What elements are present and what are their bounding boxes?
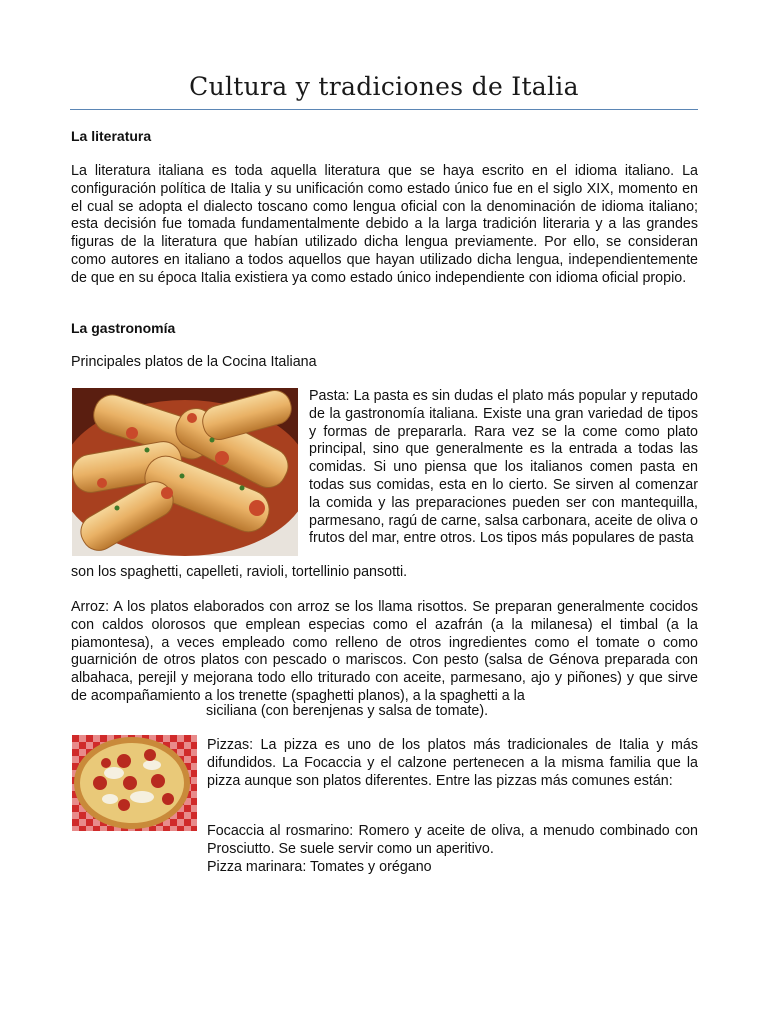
pasta-continuation: son los spaghetti, capelleti, ravioli, tortellinio pansotti. — [71, 564, 408, 580]
pasta-photo — [72, 388, 298, 556]
pizza-photo — [72, 735, 197, 831]
title-underline — [70, 109, 698, 110]
heading-literatura: La literatura — [71, 128, 152, 144]
focaccia-item: Focaccia al rosmarino: Romero y aceite de oliva, a menudo combinado con Prosciutto. Se suele servir como un aperitivo. — [207, 823, 698, 857]
pasta-paragraph: Pasta: La pasta es sin dudas el plato más popular y reputado de la gastronomía italiana. Existe una gran variedad de tipos y formas de prepararla. Rara vez se la come como plato principal, sino que generalmente es la entrada a todas las comidas. Si uno piensa que los italianos comen pasta en todas sus comidas, esta en lo cierto. Se sirven al comenzar la comida y las preparaciones pueden ser con mantequilla, parmesano, ragú de carne, salsa carbonara, aceite de oliva o frutos del mar, entre otros. Los tipos más populares de pasta — [309, 388, 698, 547]
gastronomia-intro: Principales platos de la Cocina Italiana — [71, 354, 317, 370]
page-title: Cultura y tradiciones de Italia — [189, 72, 579, 101]
arroz-last-line: siciliana (con berenjenas y salsa de tomate). — [206, 703, 489, 719]
heading-gastronomia: La gastronomía — [71, 320, 176, 336]
pizzas-paragraph: Pizzas: La pizza es uno de los platos más tradicionales de Italia y más difundidos. La Focaccia y el calzone pertenecen a la misma familia que la pizza aunque son platos diferentes. Entre las pizzas más comunes están: — [207, 737, 698, 789]
literatura-paragraph: La literatura italiana es toda aquella literatura que se haya escrito en el idioma italiano. La configuración política de Italia y su unificación como estado único fue en el siglo XIX, momento en el cual se adopta el dialecto toscano como lengua oficial con la denominación de idioma italiano; esta decisión fue tomada fundamentalmente debido a la larga tradición literaria y a las grandes figuras de la literatura que habían utilizado dicha lengua previamente. Por ello, se consideran como autores en italiano a todos aquellos que hayan utilizado dicha lengua, independientemente de que en su época Italia existiera ya como estado único independiente con idioma oficial propio. — [71, 163, 698, 286]
arroz-paragraph: Arroz: A los platos elaborados con arroz se los llama risottos. Se preparan generalmente cocidos con caldos olorosos que emplean especias como el azafrán (a la milanesa) el timbal (a la piamontesa), a veces empleado como relleno de otros ingredientes como el tomate o como guarnición de otros platos con pescado o mariscos. Con pesto (salsa de Génova preparada con albahaca, perejil y mejorana todo ello triturado con aceite, parmesano, ajo y piñones) y que sirve de acompañamiento a los trenette (spaghetti planos), a la spaghetti a la — [71, 599, 698, 704]
marinara-item: Pizza marinara: Tomates y orégano — [207, 859, 432, 875]
